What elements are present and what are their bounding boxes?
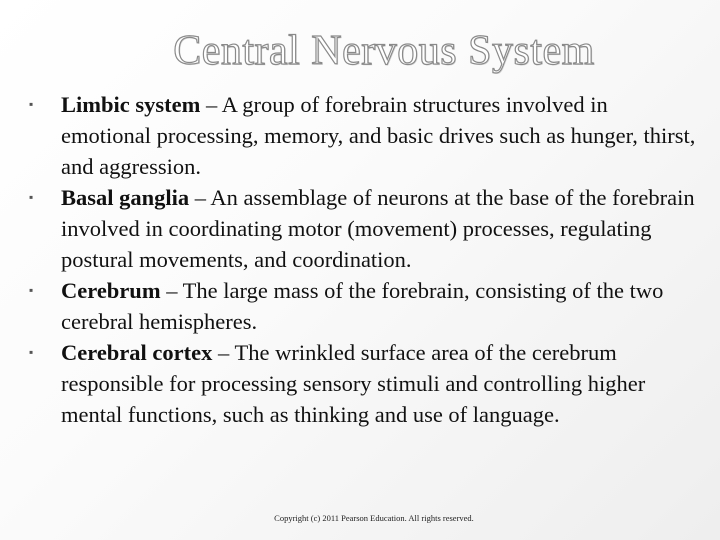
list-item bbox=[0, 337, 720, 430]
definition-cerebrum: – The large mass of the forebrain, consisting of the two cerebral hemispheres. bbox=[61, 278, 664, 334]
bullet-icon: ▪ bbox=[29, 283, 34, 297]
bullet-list bbox=[0, 89, 720, 430]
list-item bbox=[0, 182, 720, 275]
bullet-icon: ▪ bbox=[29, 345, 34, 359]
copyright-footer: Copyright (c) 2011 Pearson Education. All rights reserved. bbox=[274, 513, 474, 523]
term-cerebrum: Cerebrum bbox=[61, 278, 161, 303]
term-cerebral-cortex: Cerebral cortex bbox=[61, 340, 213, 365]
list-item bbox=[0, 89, 720, 182]
term-basal-ganglia: Basal ganglia bbox=[61, 185, 190, 210]
definition-cerebral-cortex: – The wrinkled surface area of the cerebrum responsible for processing sensory stimuli and controlling higher mental functions, such as thinking and use of language. bbox=[61, 340, 646, 427]
definition-basal-ganglia: – An assemblage of neurons at the base of the forebrain involved in coordinating motor (movement) processes, regulating postural movements, and coordination. bbox=[61, 185, 695, 272]
definition-limbic-system: – A group of forebrain structures involved in emotional processing, memory, and basic drives such as hunger, thirst, and aggression. bbox=[61, 92, 696, 179]
list-item bbox=[0, 275, 720, 337]
bullet-icon: ▪ bbox=[29, 97, 34, 111]
bullet-icon: ▪ bbox=[29, 190, 34, 204]
slide-title: Central Nervous System bbox=[173, 28, 595, 74]
term-limbic-system: Limbic system bbox=[61, 92, 201, 117]
